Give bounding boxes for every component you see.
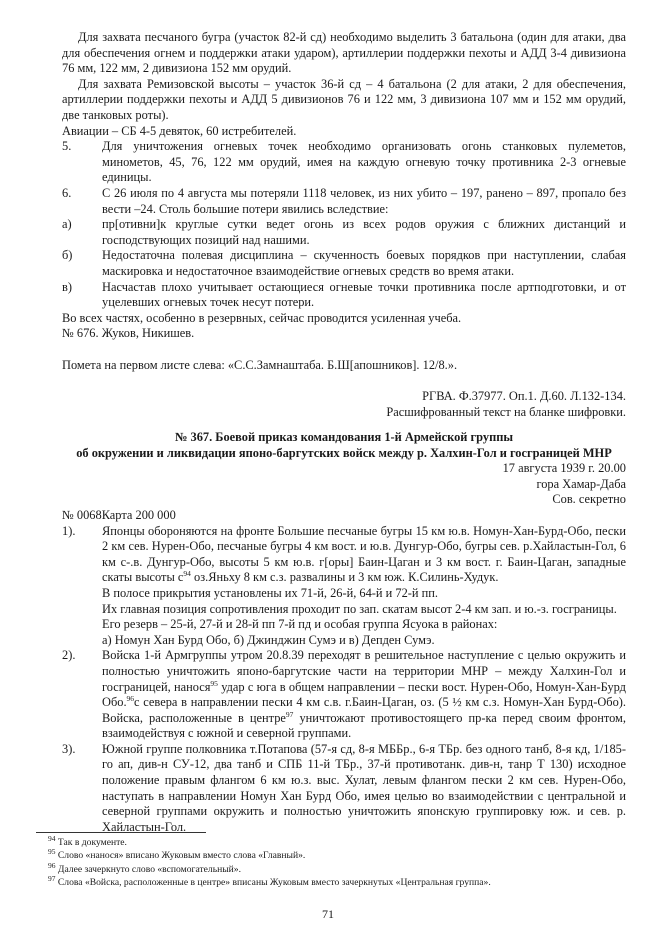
item-text: а) Номун Хан Бурд Обо, б) Джинджин Сумэ и в) Депден Сумэ. (102, 632, 435, 647)
item-number: 6. (62, 185, 72, 200)
footnote-text: Далее зачеркнуто слово «вспомогательный». (55, 863, 241, 875)
item-text: Его резерв – 25-й, 27-й и 28-й пп 7-й пд и особая группа Ясуока в районах: (102, 617, 498, 632)
sub-item-number: в) (62, 279, 72, 294)
footnote-97 (48, 876, 626, 889)
order-subtitle: об окружении и ликвидации японо-баргутских войск между р. Халхин-Гол и госграницей МНР (76, 445, 612, 460)
list-item-5 (62, 139, 626, 186)
footnote-text: Слово «нанося» вписано Жуковым вместо слова «Главный». (55, 850, 306, 862)
order-reference: № 0068Карта 200 000 (62, 507, 176, 522)
order-item-1 (62, 524, 626, 649)
footnote-ref-94[interactable]: 94 (183, 569, 191, 579)
sub-item-text: Недостаточна полевая дисциплина – скученность боевых порядков при наступлении, слабая маскировка и недостаточное взаимодействие огневых средств во время атаки. (102, 248, 626, 278)
item-number: 5. (62, 139, 72, 154)
sub-item-a (62, 217, 626, 248)
item-text-part: с севера в направлении пески 4 км с.в. г.Баин-Цаган, оз. (5 ½ км с.з. Номун-Хан Бурд-Обо). Войска, расположенные в центре (102, 695, 626, 725)
paragraph-aviation: Авиации – СБ 4-5 девяток, 60 истребителей. (62, 123, 297, 138)
top-section (62, 30, 626, 421)
order-date: 17 августа 1939 г. 20.00 (502, 461, 626, 476)
sub-item-v (62, 280, 626, 311)
sub-item-text: пр[отивни]к круглые сутки ведет огонь из всех родов оружия с ближних дистанций и господствующих позиций над нашими. (102, 217, 626, 247)
footnote-ref-97[interactable]: 97 (285, 709, 294, 719)
footnote-text: Так в документе. (55, 837, 127, 848)
footnote-95 (48, 849, 626, 862)
sub-item-b (62, 248, 626, 279)
sub-item-text: Насчастав плохо учитывает остающиеся огневые точки противника после артподготовки, и от уцелевших огневых точек несут потери. (102, 279, 626, 310)
archive-reference: РГВА. Ф.37977. Оп.1. Д.60. Л.132-134. (422, 389, 626, 404)
order-item-3 (62, 742, 626, 836)
item-text (102, 648, 626, 742)
order-item-2 (62, 648, 626, 742)
item-text: Для уничтожения огневых точек необходимо организовать огонь станковых пулеметов, минометов, 45, 76, 122 мм орудий, имея на каждую огневую точку противника 2-3 огневые единицы. (102, 139, 626, 185)
order-section (62, 430, 626, 835)
footnote-text: Слова «Войска, расположенные в центре» вписаны Жуковым вместо зачеркнутых «Центральная группа». (55, 877, 491, 889)
footnote-94 (48, 833, 626, 849)
footnote-divider (36, 832, 206, 833)
footnote-ref-95[interactable]: 95 (210, 678, 218, 688)
footnote-ref-96[interactable]: 96 (126, 693, 135, 703)
item-text-part: Японцы обороняются на фронте Большие песчаные бугры 15 км ю.в. Номун-Хан-Бурд-Обо, пески 2 км сев. Нурен-Обо, песчаные бугры 4 км вост. и ю.в. Дунгур-Обо, бугры сев. р.Хайластын-Гол, 6 км с-.в. Дунгур-Обо, высоты 5 км ю.в. г[оры] Баин-Цаган и 3 км вост. г. Баин-Цаган, западные скаты высоты с (102, 523, 626, 585)
paragraph-note: Помета на первом листе слева: «С.С.Замнаштаба. Б.Ш[апошников]. 12/8.». (62, 357, 458, 372)
paragraph-training: Во всех частях, особенно в резервных, сейчас проводится усиленная учеба. (62, 310, 462, 325)
order-place: гора Хамар-Даба (536, 476, 626, 491)
archive-note: Расшифрованный текст на бланке шифровки. (386, 405, 626, 420)
footnotes (48, 833, 626, 890)
page-number: 71 (322, 907, 334, 921)
paragraph-remizov-height: Для захвата Ремизовской высоты – участок 36-й сд – 4 батальона (2 для атаки, 2 для обеспечения, артиллерии поддержки пехоты и АДД 5 дивизионов 76 и 122 мм, 3 дивизиона 107 мм и 152 мм орудий, две танковых роты). (62, 76, 626, 122)
footnote-number: 97 (48, 874, 56, 884)
item-text-part: уничтожают противостоящего пр-ка перед своим фронтом, взаимодействуя с южной и северной группами. (102, 710, 626, 741)
item-number: 3). (62, 741, 76, 756)
item-text: В полосе прикрытия установлены их 71-й, 26-й, 64-й и 72-й пп. (102, 585, 438, 600)
item-number: 1). (62, 523, 76, 538)
paragraph-sand-hill: Для захвата песчаного бугра (участок 82-й сд) необходимо выделить 3 батальона (один для атаки, два для обеспечения огнем и поддержки атаки ударом), артиллерии поддержки пехоты и АДД 3-4 дивизиона 76 мм, 122 мм, 2 дивизиона 152 мм орудий. (62, 30, 626, 76)
order-title: № 367. Боевой приказ командования 1-й Армейской группы (174, 430, 514, 444)
order-secrecy: Сов. секретно (552, 492, 626, 507)
footnote-number: 94 (48, 833, 56, 843)
paragraph-signature: № 676. Жуков, Никишев. (62, 326, 195, 341)
sub-item-number: б) (62, 248, 73, 263)
item-text-part: удар с юга в общем направлении – пески вост. Нурен-Обо, Номун-Хан-Бурд Обо. (102, 679, 626, 710)
sub-item-number: а) (62, 217, 72, 232)
item-text (102, 524, 626, 586)
item-text-part: оз.Яньху 8 км с.з. развалины и 3 км юж. К.Силинь-Худук. (190, 570, 499, 585)
item-body (102, 524, 626, 649)
footnote-96 (48, 860, 626, 876)
item-text-part: Войска 1-й Армгруппы утром 20.8.39 переходят в решительное наступление с целью окружить и полностью уничтожить японо-баргутские части на территории МНР – между Халхин-Гол и госграницей, нанося (102, 648, 626, 694)
item-text: С 26 июля по 4 августа мы потеряли 1118 человек, из них убито – 197, ранено – 897, пропало без вести –24. Столь большие потери явились вследствие: (102, 185, 626, 216)
item-text: Их главная позиция сопротивления проходит по зап. скатам высот 2-4 км зап. и ю.-з. госграницы. (102, 601, 617, 616)
footnote-number: 95 (48, 847, 56, 857)
footnote-number: 96 (48, 860, 56, 870)
item-text: Южной группе полковника т.Потапова (57-я сд, 8-я МББр., 6-я ТБр. без одного танб, 8-я кд, 1/185-го ап, див-н СУ-12, два танб и СПБ 11-й ТБр., 37-й противотанк. див-н, танр Т 130) исходное положение правым флангом 6 км ю.з. выс. Хулат, левым флангом пески 2 км сев. Нурен-Обо, наступать в направлении Номун Хан Бурд Обо, имея целью во взаимодействии с центральной и северной группами окружить и полностью уничтожить японскую группировку юж. и сев. р. Хайластын-Гол. (102, 741, 626, 834)
list-item-6 (62, 186, 626, 217)
item-number: 2). (62, 648, 76, 663)
